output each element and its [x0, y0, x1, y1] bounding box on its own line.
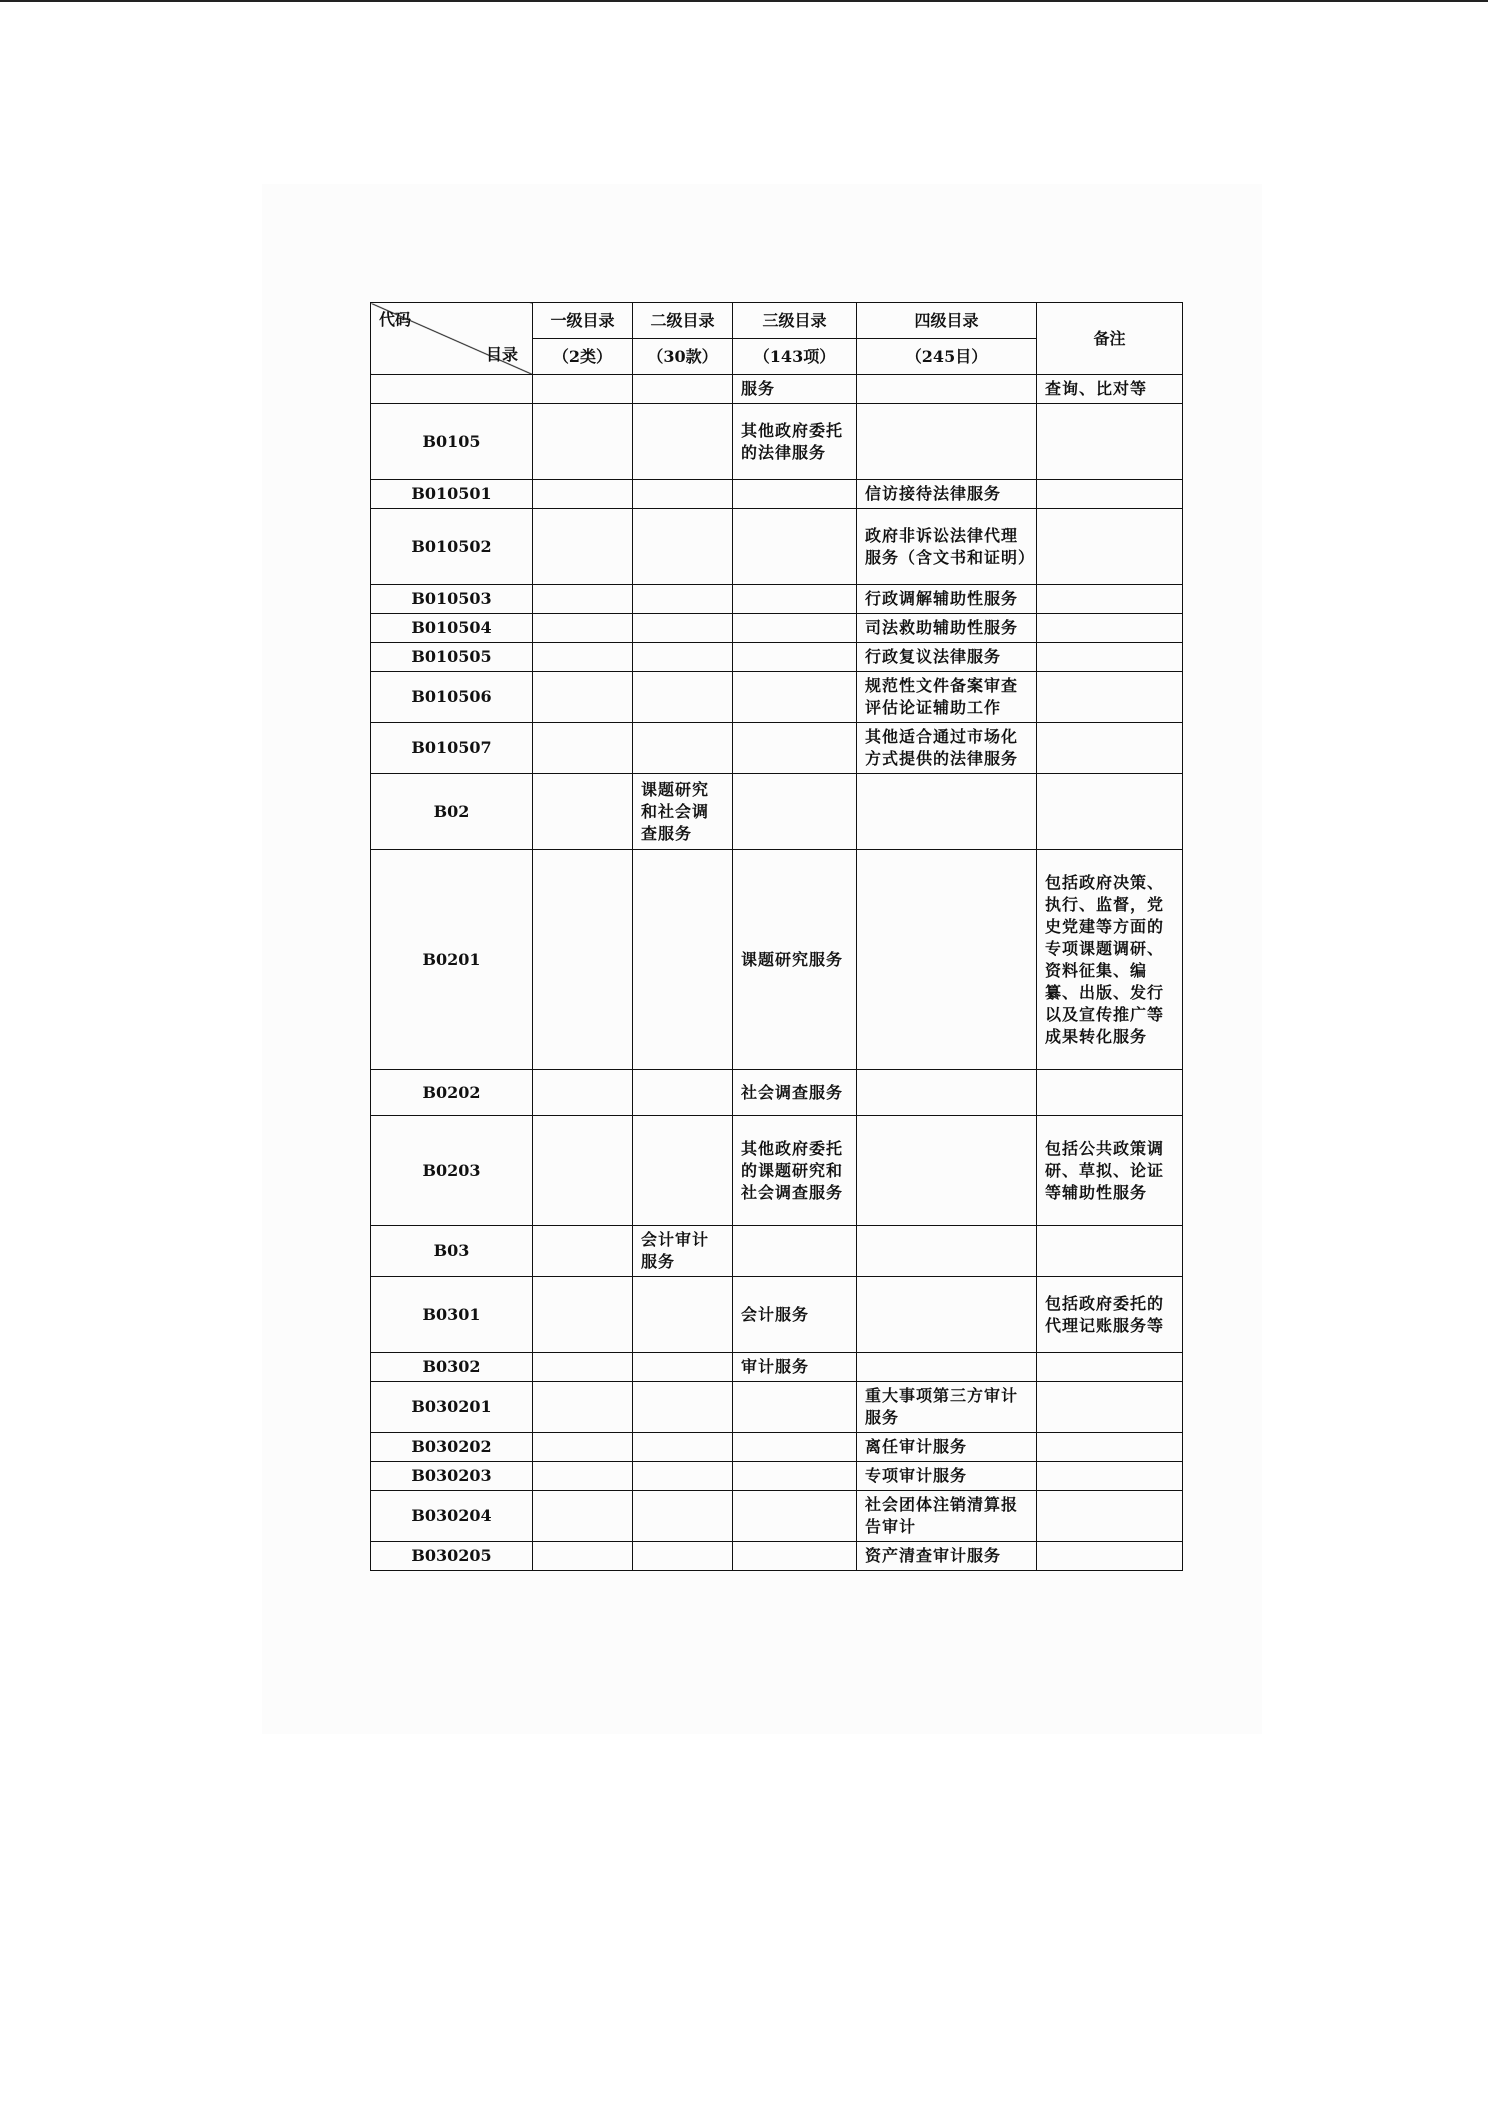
level1-cell — [533, 850, 633, 1070]
level3-cell: 课题研究服务 — [733, 850, 857, 1070]
level4-cell: 其他适合通过市场化方式提供的法律服务 — [857, 723, 1037, 774]
level4-cell — [857, 850, 1037, 1070]
level1-cell — [533, 509, 633, 585]
level4-cell: 专项审计服务 — [857, 1462, 1037, 1491]
table-row — [371, 404, 1183, 480]
code-cell: B010506 — [371, 672, 533, 723]
table-row — [371, 1277, 1183, 1353]
level3-count: （143项） — [733, 339, 857, 375]
level2-cell — [633, 1277, 733, 1353]
remarks-cell: 包括公共政策调研、草拟、论证等辅助性服务 — [1037, 1116, 1183, 1226]
table-row — [371, 672, 1183, 723]
remarks-cell — [1037, 585, 1183, 614]
table-row — [371, 1116, 1183, 1226]
level1-cell — [533, 1070, 633, 1116]
table-row — [371, 1542, 1183, 1571]
table-row — [371, 585, 1183, 614]
table-row — [371, 375, 1183, 404]
remarks-cell — [1037, 672, 1183, 723]
table-row — [371, 1491, 1183, 1542]
remarks-cell — [1037, 643, 1183, 672]
level3-cell — [733, 672, 857, 723]
code-cell: B010505 — [371, 643, 533, 672]
code-cell: B030203 — [371, 1462, 533, 1491]
remarks-cell — [1037, 1070, 1183, 1116]
level3-cell: 服务 — [733, 375, 857, 404]
level2-cell — [633, 404, 733, 480]
level4-cell: 社会团体注销清算报告审计 — [857, 1491, 1037, 1542]
remarks-cell — [1037, 509, 1183, 585]
remarks-cell — [1037, 1226, 1183, 1277]
table-row — [371, 614, 1183, 643]
level4-cell: 规范性文件备案审查评估论证辅助工作 — [857, 672, 1037, 723]
level1-cell — [533, 723, 633, 774]
remarks-cell — [1037, 1353, 1183, 1382]
level2-cell — [633, 1462, 733, 1491]
code-cell: B030205 — [371, 1542, 533, 1571]
level1-cell — [533, 1462, 633, 1491]
level3-cell: 社会调查服务 — [733, 1070, 857, 1116]
table-row — [371, 723, 1183, 774]
level3-cell — [733, 585, 857, 614]
level2-count: （30款） — [633, 339, 733, 375]
table-row — [371, 643, 1183, 672]
level2-cell — [633, 723, 733, 774]
code-cell: B010507 — [371, 723, 533, 774]
code-cell: B0105 — [371, 404, 533, 480]
remarks-cell — [1037, 480, 1183, 509]
level1-cell — [533, 1382, 633, 1433]
code-cell: B0203 — [371, 1116, 533, 1226]
remarks-cell: 查询、比对等 — [1037, 375, 1183, 404]
level3-cell — [733, 643, 857, 672]
level2-cell: 会计审计服务 — [633, 1226, 733, 1277]
level1-cell — [533, 1353, 633, 1382]
level3-cell — [733, 723, 857, 774]
code-cell — [371, 375, 533, 404]
level4-cell: 司法救助辅助性服务 — [857, 614, 1037, 643]
catalog-header-label: 目录 — [485, 345, 518, 364]
code-cell: B010501 — [371, 480, 533, 509]
code-cell: B03 — [371, 1226, 533, 1277]
code-cell: B010502 — [371, 509, 533, 585]
table-row — [371, 1462, 1183, 1491]
remarks-cell — [1037, 404, 1183, 480]
remarks-cell: 包括政府决策、执行、监督，党史党建等方面的专项课题调研、资料征集、编纂、出版、发行以及宣传推广等成果转化服务 — [1037, 850, 1183, 1070]
level2-header: 二级目录 — [633, 303, 733, 339]
level1-cell — [533, 1542, 633, 1571]
level1-header: 一级目录 — [533, 303, 633, 339]
level4-count: （245目） — [857, 339, 1037, 375]
level3-cell — [733, 1542, 857, 1571]
code-cell: B030204 — [371, 1491, 533, 1542]
level4-cell: 行政复议法律服务 — [857, 643, 1037, 672]
level2-cell — [633, 850, 733, 1070]
level1-cell — [533, 404, 633, 480]
level2-cell — [633, 480, 733, 509]
level4-cell — [857, 1226, 1037, 1277]
code-cell: B0302 — [371, 1353, 533, 1382]
service-catalog-table — [370, 302, 1183, 1571]
header-row-titles — [371, 303, 1183, 339]
level2-cell — [633, 1433, 733, 1462]
table-row — [371, 509, 1183, 585]
level3-cell — [733, 1433, 857, 1462]
level1-cell — [533, 643, 633, 672]
code-cell: B010503 — [371, 585, 533, 614]
code-cell: B030202 — [371, 1433, 533, 1462]
table-row — [371, 480, 1183, 509]
code-cell: B0202 — [371, 1070, 533, 1116]
level2-cell — [633, 585, 733, 614]
level3-cell — [733, 480, 857, 509]
code-cell: B030201 — [371, 1382, 533, 1433]
level3-cell: 会计服务 — [733, 1277, 857, 1353]
level4-cell: 重大事项第三方审计服务 — [857, 1382, 1037, 1433]
level1-cell — [533, 1433, 633, 1462]
top-border-line — [0, 0, 1488, 2]
level4-header: 四级目录 — [857, 303, 1037, 339]
level4-cell — [857, 1277, 1037, 1353]
table-body — [371, 303, 1183, 1571]
level1-cell — [533, 1277, 633, 1353]
level1-cell — [533, 672, 633, 723]
level4-cell — [857, 1353, 1037, 1382]
level3-header: 三级目录 — [733, 303, 857, 339]
level2-cell — [633, 672, 733, 723]
level3-cell — [733, 1462, 857, 1491]
table-row — [371, 850, 1183, 1070]
level3-cell — [733, 774, 857, 850]
level2-cell — [633, 1353, 733, 1382]
level2-cell — [633, 1542, 733, 1571]
remarks-cell: 包括政府委托的代理记账服务等 — [1037, 1277, 1183, 1353]
table-row — [371, 774, 1183, 850]
remarks-cell — [1037, 774, 1183, 850]
table-row — [371, 1433, 1183, 1462]
level2-cell — [633, 1382, 733, 1433]
code-cell: B010504 — [371, 614, 533, 643]
level4-cell — [857, 404, 1037, 480]
level2-cell — [633, 375, 733, 404]
table-row — [371, 1382, 1183, 1433]
table-row — [371, 1226, 1183, 1277]
code-cell: B02 — [371, 774, 533, 850]
level1-cell — [533, 375, 633, 404]
code-cell: B0201 — [371, 850, 533, 1070]
level4-cell: 资产清查审计服务 — [857, 1542, 1037, 1571]
level2-cell — [633, 1116, 733, 1226]
remarks-cell — [1037, 614, 1183, 643]
level2-cell — [633, 1491, 733, 1542]
level3-cell: 其他政府委托的法律服务 — [733, 404, 857, 480]
remarks-cell — [1037, 1462, 1183, 1491]
remarks-cell — [1037, 1382, 1183, 1433]
level4-cell: 信访接待法律服务 — [857, 480, 1037, 509]
level1-cell — [533, 1226, 633, 1277]
level4-cell — [857, 1116, 1037, 1226]
level4-cell — [857, 1070, 1037, 1116]
level1-cell — [533, 585, 633, 614]
level4-cell: 离任审计服务 — [857, 1433, 1037, 1462]
level3-cell: 其他政府委托的课题研究和社会调查服务 — [733, 1116, 857, 1226]
header-diagonal-cell — [371, 303, 533, 375]
level2-cell: 课题研究和社会调查服务 — [633, 774, 733, 850]
level1-cell — [533, 480, 633, 509]
remarks-cell — [1037, 723, 1183, 774]
level1-cell — [533, 774, 633, 850]
level3-cell — [733, 509, 857, 585]
level3-cell — [733, 1226, 857, 1277]
level2-cell — [633, 1070, 733, 1116]
table-row — [371, 1070, 1183, 1116]
level3-cell: 审计服务 — [733, 1353, 857, 1382]
level3-cell — [733, 1491, 857, 1542]
level2-cell — [633, 643, 733, 672]
level4-cell — [857, 375, 1037, 404]
remarks-cell — [1037, 1542, 1183, 1571]
level2-cell — [633, 614, 733, 643]
remarks-cell — [1037, 1491, 1183, 1542]
level3-cell — [733, 1382, 857, 1433]
code-cell: B0301 — [371, 1277, 533, 1353]
level1-count: （2类） — [533, 339, 633, 375]
level2-cell — [633, 509, 733, 585]
level1-cell — [533, 1491, 633, 1542]
code-header-label: 代码 — [379, 310, 412, 329]
level4-cell — [857, 774, 1037, 850]
remarks-header: 备注 — [1037, 303, 1183, 375]
level4-cell: 政府非诉讼法律代理服务（含文书和证明） — [857, 509, 1037, 585]
level1-cell — [533, 1116, 633, 1226]
remarks-cell — [1037, 1433, 1183, 1462]
level4-cell: 行政调解辅助性服务 — [857, 585, 1037, 614]
table-row — [371, 1353, 1183, 1382]
level1-cell — [533, 614, 633, 643]
level3-cell — [733, 614, 857, 643]
